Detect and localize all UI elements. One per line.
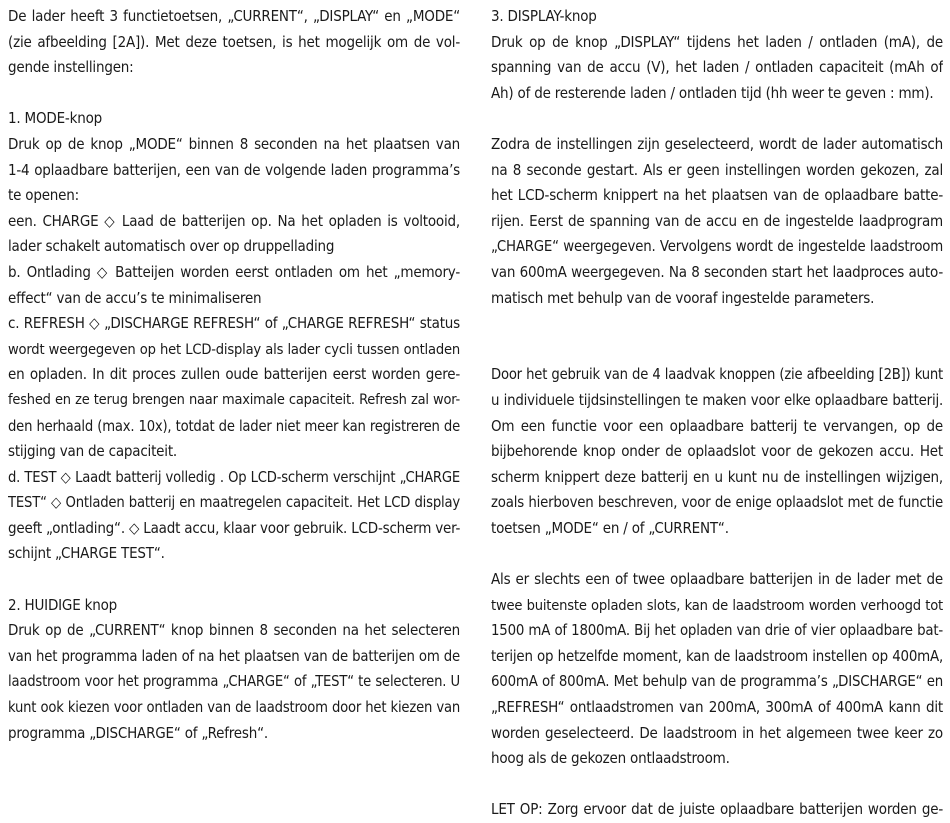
text-line: laadstroom voor het programma „CHARGE“ of „TEST“ te selecteren. U (8, 673, 460, 691)
text-line: 1-4 oplaadbare batterijen, een van de volgende laden programma’s (8, 160, 460, 179)
text-line: hoog als de gekozen ontlaadstroom. (491, 749, 730, 768)
text-line: van het programma laden of na het plaatsen van de batterijen om de (8, 647, 460, 665)
text-line: feshed en ze terug brengen naar maximale capaciteit. Refresh zal wor- (8, 391, 460, 408)
text-line: scherm knippert deze batterij en u kunt nu de instellingen wijzigen, (491, 467, 943, 486)
text-line: programma „DISCHARGE“ of „Refresh“. (8, 723, 268, 742)
text-line: Door het gebruik van de 4 laadvak knoppen (zie afbeelding [2B]) kunt (491, 366, 943, 384)
blank-line (8, 567, 460, 593)
text-line: schijnt „CHARGE TEST“. (8, 544, 165, 563)
text-line: toetsen „MODE“ en / of „CURRENT“. (491, 518, 729, 537)
text-line: Als er slechts een of twee oplaadbare batterijen in de lader met de (491, 570, 943, 589)
text-line: Druk op de knop „DISPLAY“ tijdens het laden / ontladen (mA), de (491, 32, 943, 51)
text-line: kunt ook kiezen voor ontladen van de laadstroom door het kiezen van (8, 699, 460, 717)
text-line: 1. MODE-knop (8, 109, 103, 128)
text-line: 600mA of 800mA. Met behulp van de programma’s „DISCHARGE“ en (491, 672, 943, 691)
text-line: 1500 mA of 1800mA. Bij het opladen van drie of vier oplaadbare bat- (491, 621, 943, 640)
text-line: 2. HUIDIGE knop (8, 595, 117, 614)
text-line: matisch met behulp van de vooraf ingestelde parameters. (491, 288, 875, 307)
blank-line (491, 106, 943, 132)
text-line: d. TEST ◇ Laadt batterij volledig . Op LCD-scherm verschijnt „CHARGE (8, 468, 460, 486)
blank-line (491, 772, 943, 798)
text-line: stijging van de capaciteit. (8, 442, 178, 461)
right-column (491, 4, 943, 823)
text-line: b. Ontlading ◇ Batteijen worden eerst ontladen om het „memory- (8, 262, 460, 281)
text-line: en opladen. In dit proces zullen oude batterijen eerst worden gere- (8, 365, 460, 384)
text-line: een. CHARGE ◇ Laad de batterijen op. Na het opladen is voltooid, (8, 211, 460, 230)
text-line: „REFRESH“ ontlaadstromen van 200mA, 300mA of 400mA kann dit (491, 698, 943, 717)
text-line: Om een functie voor een oplaadbare batterij te vervangen, op de (491, 416, 943, 435)
text-line: lader schakelt automatisch over op druppellading (8, 237, 335, 256)
text-line: TEST“ ◇ Ontladen batterij en maatregelen capaciteit. Het LCD display (8, 494, 460, 512)
text-line: 3. DISPLAY-knop (491, 7, 597, 25)
blank-line (491, 541, 943, 567)
text-line: zoals hierboven beschreven, voor de enige oplaadslot met de functie (491, 494, 943, 512)
text-line: wordt weergegeven op het LCD-display als lader cycli tussen ontladen (8, 340, 460, 358)
text-line: effect“ van de accu’s te minimaliseren (8, 288, 262, 307)
text-line: gende instellingen: (8, 58, 134, 77)
text-line: Ah) of de resterende laden / ontladen tijd (hh weer te geven : mm). (491, 83, 934, 102)
text-line: bijbehorende knop onder de oplaadslot voor de gekozen accu. Het (491, 442, 943, 461)
text-line: „CHARGE“ weergegeven. Vervolgens wordt de ingestelde laadstroom (491, 238, 943, 256)
text-line: twee buitenste opladen slots, kan de laadstroom worden verhoogd tot (491, 596, 943, 614)
text-line: worden geselecteerd. De laadstroom in het algemeen twee keer zo (491, 723, 943, 742)
text-line: LET OP: Zorg ervoor dat de juiste oplaadbare batterijen worden ge- (491, 800, 943, 819)
blank-line (491, 311, 943, 337)
text-line: den herhaald (max. 10x), totdat de lader niet meer kan registreren de (8, 417, 460, 435)
text-line: te openen: (8, 186, 79, 205)
text-line: Druk op de „CURRENT“ knop binnen 8 seconden na het selecteren (8, 621, 460, 640)
text-line: terijen op hetzelfde moment, kan de laadstroom instellen op 400mA, (491, 646, 943, 665)
text-line: geeft „ontlading“. ◇ Laadt accu, klaar voor gebruik. LCD-scherm ver- (8, 518, 460, 537)
text-line: c. REFRESH ◇ „DISCHARGE REFRESH“ of „CHARGE REFRESH“ status (8, 314, 460, 333)
text-line: Druk op de knop „MODE“ binnen 8 seconden na het plaatsen van (8, 134, 460, 153)
blank-line (8, 81, 460, 107)
text-line: u individuele tijdsinstellingen te maken voor elke oplaadbare batterij. (491, 391, 943, 409)
text-line: van 600mA weergegeven. Na 8 seconden start het laadproces auto- (491, 262, 943, 281)
text-line: Zodra de instellingen zijn geselecteerd, wordt de lader automatisch (491, 134, 943, 153)
text-line: het LCD-scherm knippert na het plaatsen van de oplaadbare batte- (491, 186, 943, 205)
blank-line (491, 337, 943, 363)
text-line: (zie afbeelding [2A]). Met deze toetsen, is het mogelijk om de vol- (8, 32, 460, 51)
text-line: na 8 seconde gestart. Als er geen instellingen worden gekozen, zal (491, 160, 943, 179)
text-line: De lader heeft 3 functietoetsen, „CURRENT“, „DISPLAY“ en „MODE“ (8, 7, 460, 25)
left-column (8, 4, 460, 746)
text-line: spanning van de accu (V), het laden / ontladen capaciteit (mAh of (491, 58, 943, 77)
text-line: rijen. Eerst de spanning van de accu en de ingestelde laadprogram (491, 211, 943, 230)
